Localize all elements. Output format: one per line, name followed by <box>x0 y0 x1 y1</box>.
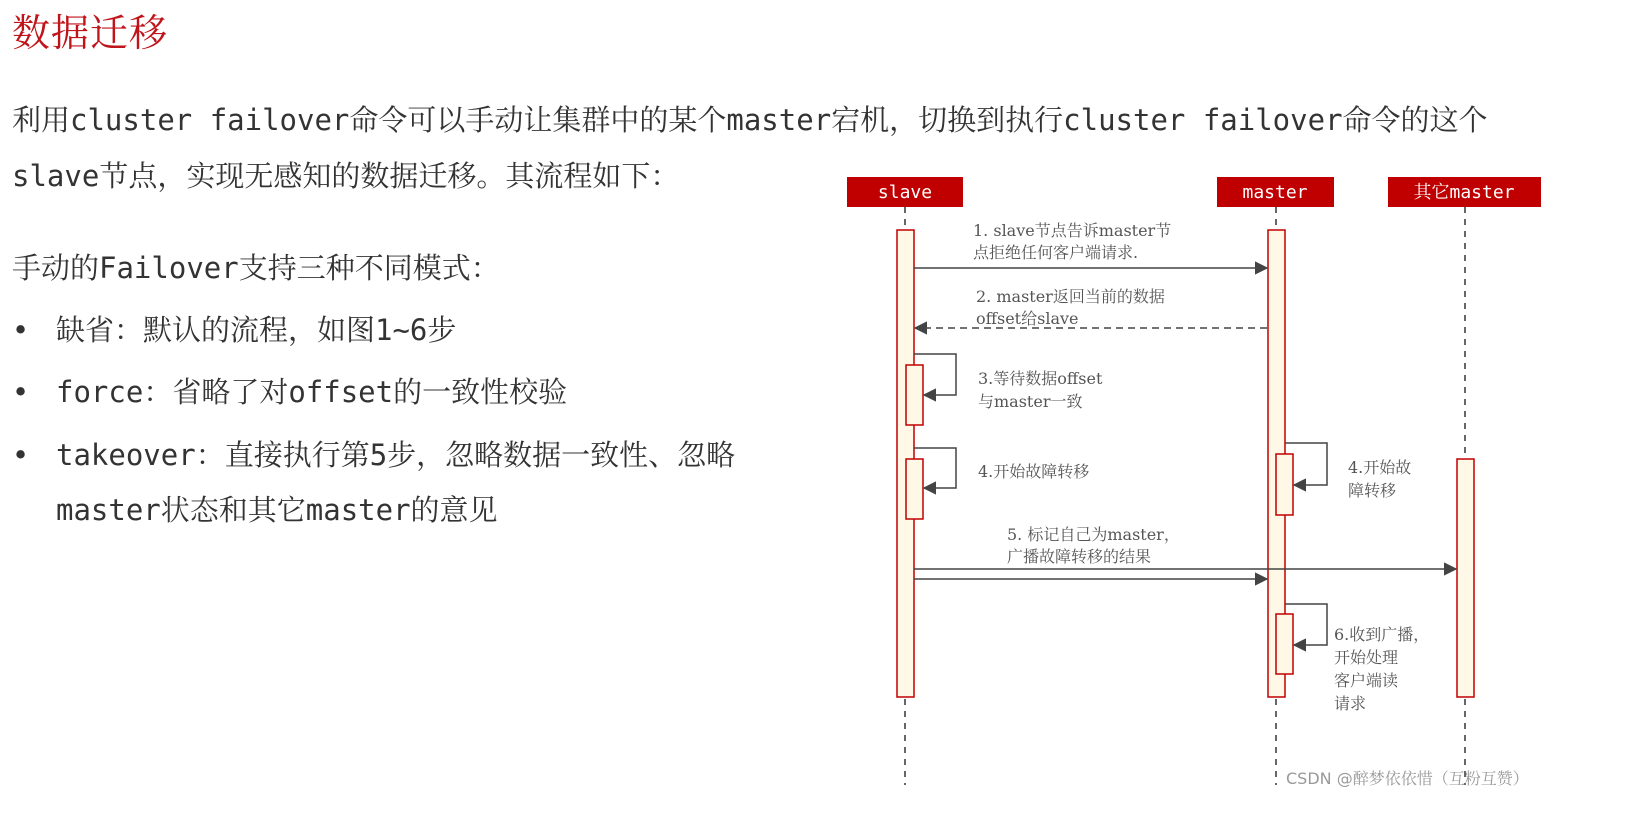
text-segment: 缺省：默认的流程，如图 <box>56 313 376 347</box>
text-segment: 步，忽略数据一致性、忽略 <box>387 438 736 472</box>
text-segment: 利用 <box>12 103 71 137</box>
activation-bar-other-master <box>1457 459 1474 697</box>
step4-master-label-line2: 障转移 <box>1348 481 1397 500</box>
activation-box-step6 <box>1276 614 1293 674</box>
code-steps: 1~6 <box>375 313 428 347</box>
code-failover: Failover <box>99 251 239 285</box>
activation-box-step4-slave <box>906 459 923 519</box>
participant-master <box>1217 177 1334 207</box>
step6-label-line2: 开始处理 <box>1334 648 1399 667</box>
text-segment: 状态和其它 <box>160 493 306 527</box>
text-segment: 步 <box>427 313 457 347</box>
step2-label-line1: 2. master返回当前的数据 <box>976 287 1165 306</box>
step4-slave-label: 4.开始故障转移 <box>978 462 1090 481</box>
code-cluster-failover: cluster failover <box>70 103 350 137</box>
step4-master-label-line1: 4.开始故 <box>1348 458 1412 477</box>
step6-label-line4: 请求 <box>1334 694 1367 713</box>
participant-slave <box>847 177 963 207</box>
text-segment: 命令的这个 <box>1342 103 1488 137</box>
step5-label-line1: 5. 标记自己为master， <box>1007 525 1180 544</box>
text-segment: 节点，实现无感知的数据迁移。其流程如下： <box>99 159 680 193</box>
step1-label-line2: 点拒绝任何客户端请求. <box>973 243 1139 262</box>
code-master: master <box>726 103 832 137</box>
activation-box-step3 <box>906 365 923 425</box>
code-slave: slave <box>12 159 100 193</box>
code-offset: offset <box>288 375 394 409</box>
participant-label: slave <box>877 182 933 203</box>
step1-label-line1: 1. slave节点告诉master节 <box>973 221 1172 240</box>
code-step-number: 5 <box>369 438 388 472</box>
participant-other-master <box>1388 177 1541 207</box>
text-segment: 宕机，切换到执行 <box>831 103 1064 137</box>
text-segment: 支持三种不同模式： <box>238 251 500 285</box>
text-segment: 的一致性校验 <box>393 375 568 409</box>
bullet-icon: • <box>12 313 30 347</box>
bullet-icon: • <box>12 375 30 409</box>
text-segment: 手动的 <box>12 251 100 285</box>
step3-label-line2: 与master一致 <box>978 392 1083 411</box>
participant-label: master <box>1242 182 1308 203</box>
text-segment: 的意见 <box>410 493 498 527</box>
text-segment: ：省略了对 <box>143 375 289 409</box>
code-master: master <box>56 493 161 527</box>
step6-label-line3: 客户端读 <box>1334 671 1399 690</box>
page-title: 数据迁移 <box>12 11 169 55</box>
code-master: master <box>305 493 411 527</box>
step2-label-line2: offset给slave <box>976 309 1079 328</box>
step3-label-line1: 3.等待数据offset <box>978 369 1103 388</box>
participant-label: 其它master <box>1413 182 1515 203</box>
step6-label-line1: 6.收到广播， <box>1334 625 1430 644</box>
step5-label-line2: 广播故障转移的结果 <box>1007 547 1152 566</box>
code-takeover: takeover <box>56 438 196 472</box>
bullet-icon: • <box>12 438 30 472</box>
code-force: force <box>56 375 144 409</box>
text-segment: 命令可以手动让集群中的某个 <box>349 103 727 137</box>
activation-box-step4-master <box>1276 454 1293 515</box>
csdn-watermark: CSDN @醉梦依依惜（互粉互赞） <box>1286 769 1529 788</box>
code-cluster-failover: cluster failover <box>1063 103 1343 137</box>
text-segment: ：直接执行第 <box>195 438 370 472</box>
